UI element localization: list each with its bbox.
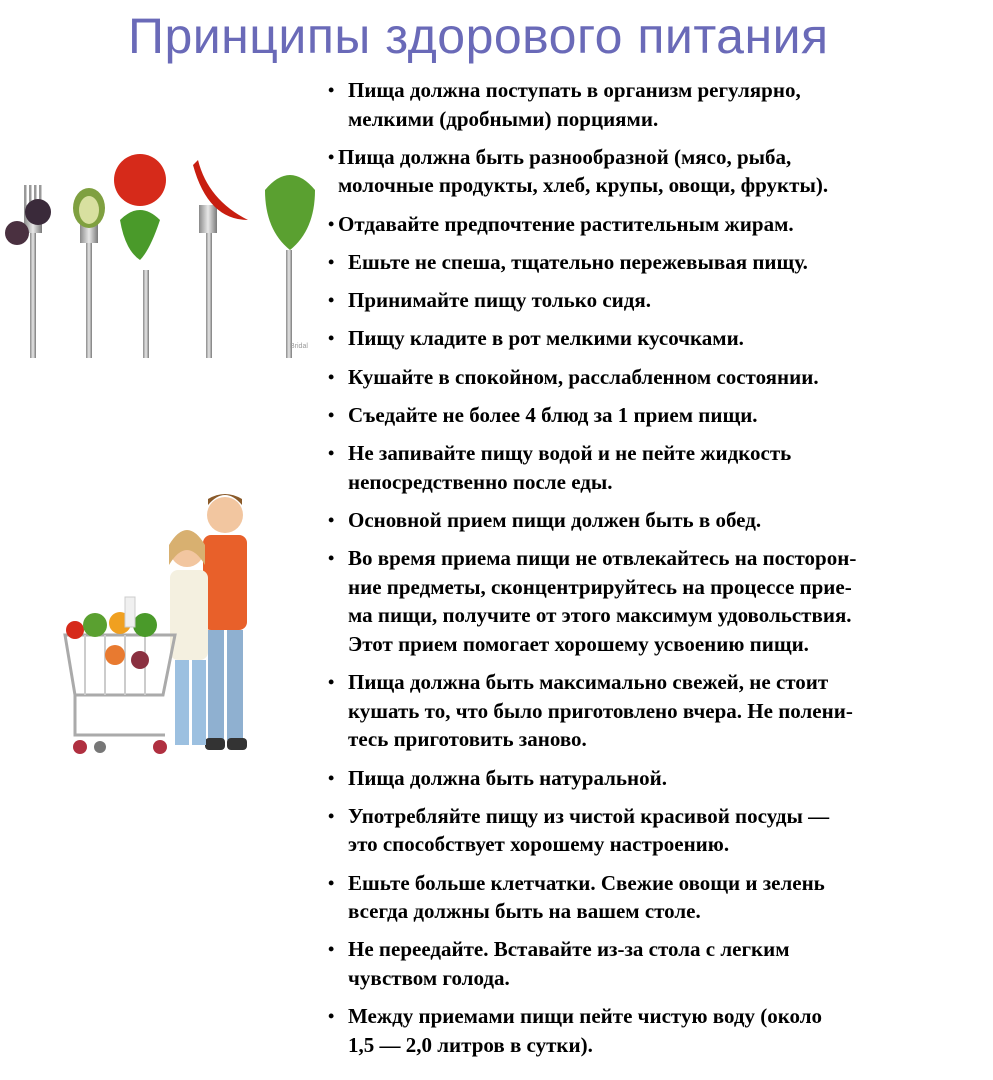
principle-item [326, 76, 966, 133]
principle-line: тесь приготовить заново. [348, 727, 587, 752]
watermark: Bridal [290, 343, 308, 350]
principle-line: • Пища должна быть разнообразной (мясо, рыба, [338, 144, 792, 169]
principle-item [326, 324, 966, 353]
principle-line: • Кушайте в спокойном, расслабленном состоянии. [348, 364, 819, 389]
principle-line: • Пищу кладите в рот мелкими кусочками. [348, 326, 744, 351]
fork-cucumber [73, 188, 105, 358]
fork-lettuce [265, 175, 315, 358]
principle-line: • Употребляйте пищу из чистой красивой посуды — [348, 803, 830, 828]
principle-line: молочные продукты, хлеб, крупы, овощи, фрукты). [338, 173, 829, 198]
principle-item [326, 668, 966, 754]
fork-chili [193, 160, 248, 358]
principle-line: • Не переедайте. Вставайте из-за стола с легким [348, 937, 790, 962]
principle-item [326, 544, 966, 658]
principle-line: • Между приемами пищи пейте чистую воду (около [348, 1004, 823, 1029]
principle-line: • Ешьте больше клетчатки. Свежие овощи и зелень [348, 870, 825, 895]
principle-line: • Не запивайте пищу водой и не пейте жидкость [348, 441, 792, 466]
shopping-cart [65, 597, 175, 754]
principle-item [326, 506, 966, 535]
principle-line: Этот прием помогает хорошему усвоению пищи. [348, 631, 809, 656]
principle-line: • Съедайте не более 4 блюд за 1 прием пищи. [348, 403, 758, 428]
principle-line: • Пища должна поступать в организм регулярно, [348, 78, 801, 102]
principle-item [326, 764, 966, 793]
principle-line: • Ешьте не спеша, тщательно пережевывая пищу. [348, 249, 808, 274]
principle-line: • Во время приема пищи не отвлекайтесь на посторон- [348, 546, 857, 571]
principle-line: • Пища должна быть натуральной. [348, 765, 667, 790]
principle-item [326, 248, 966, 277]
principle-line: • Принимайте пищу только сидя. [348, 288, 652, 313]
principle-line: кушать то, что было приготовлено вчера. Не полени- [348, 698, 853, 723]
principle-item [326, 210, 966, 239]
principle-line: • Основной прием пищи должен быть в обед. [348, 508, 762, 533]
principle-item [326, 286, 966, 315]
principle-line: • Пища должна быть максимально свежей, не стоит [348, 670, 829, 695]
principle-line: 1,5 — 2,0 литров в сутки). [348, 1032, 593, 1057]
fork-plum [5, 185, 51, 358]
principles-list [326, 76, 966, 1069]
principle-line: • Отдавайте предпочтение растительным жирам. [338, 211, 794, 236]
principle-line: ние предметы, сконцентрируйтесь на процессе прие- [348, 574, 852, 599]
principle-item [326, 363, 966, 392]
principle-item [326, 143, 966, 200]
principle-item [326, 439, 966, 496]
principle-line: это способствует хорошему настроению. [348, 832, 730, 857]
page-title: Принципы здорового питания [128, 8, 829, 64]
principle-line: мелкими (дробными) порциями. [348, 106, 659, 131]
principle-item [326, 1002, 966, 1059]
principle-line: всегда должны быть на вашем столе. [348, 899, 701, 924]
fork-tomato [114, 154, 166, 358]
principle-line: чувством голода. [348, 965, 510, 990]
principle-item [326, 401, 966, 430]
principle-item [326, 935, 966, 992]
vegetables-on-forks-illustration [0, 130, 325, 360]
principle-line: непосредственно после еды. [348, 469, 613, 494]
children-with-shopping-cart-illustration [45, 485, 275, 775]
principle-line: ма пищи, получите от этого максимум удовольствия. [348, 603, 852, 628]
boy [203, 494, 247, 750]
principle-item [326, 869, 966, 926]
principle-item [326, 802, 966, 859]
